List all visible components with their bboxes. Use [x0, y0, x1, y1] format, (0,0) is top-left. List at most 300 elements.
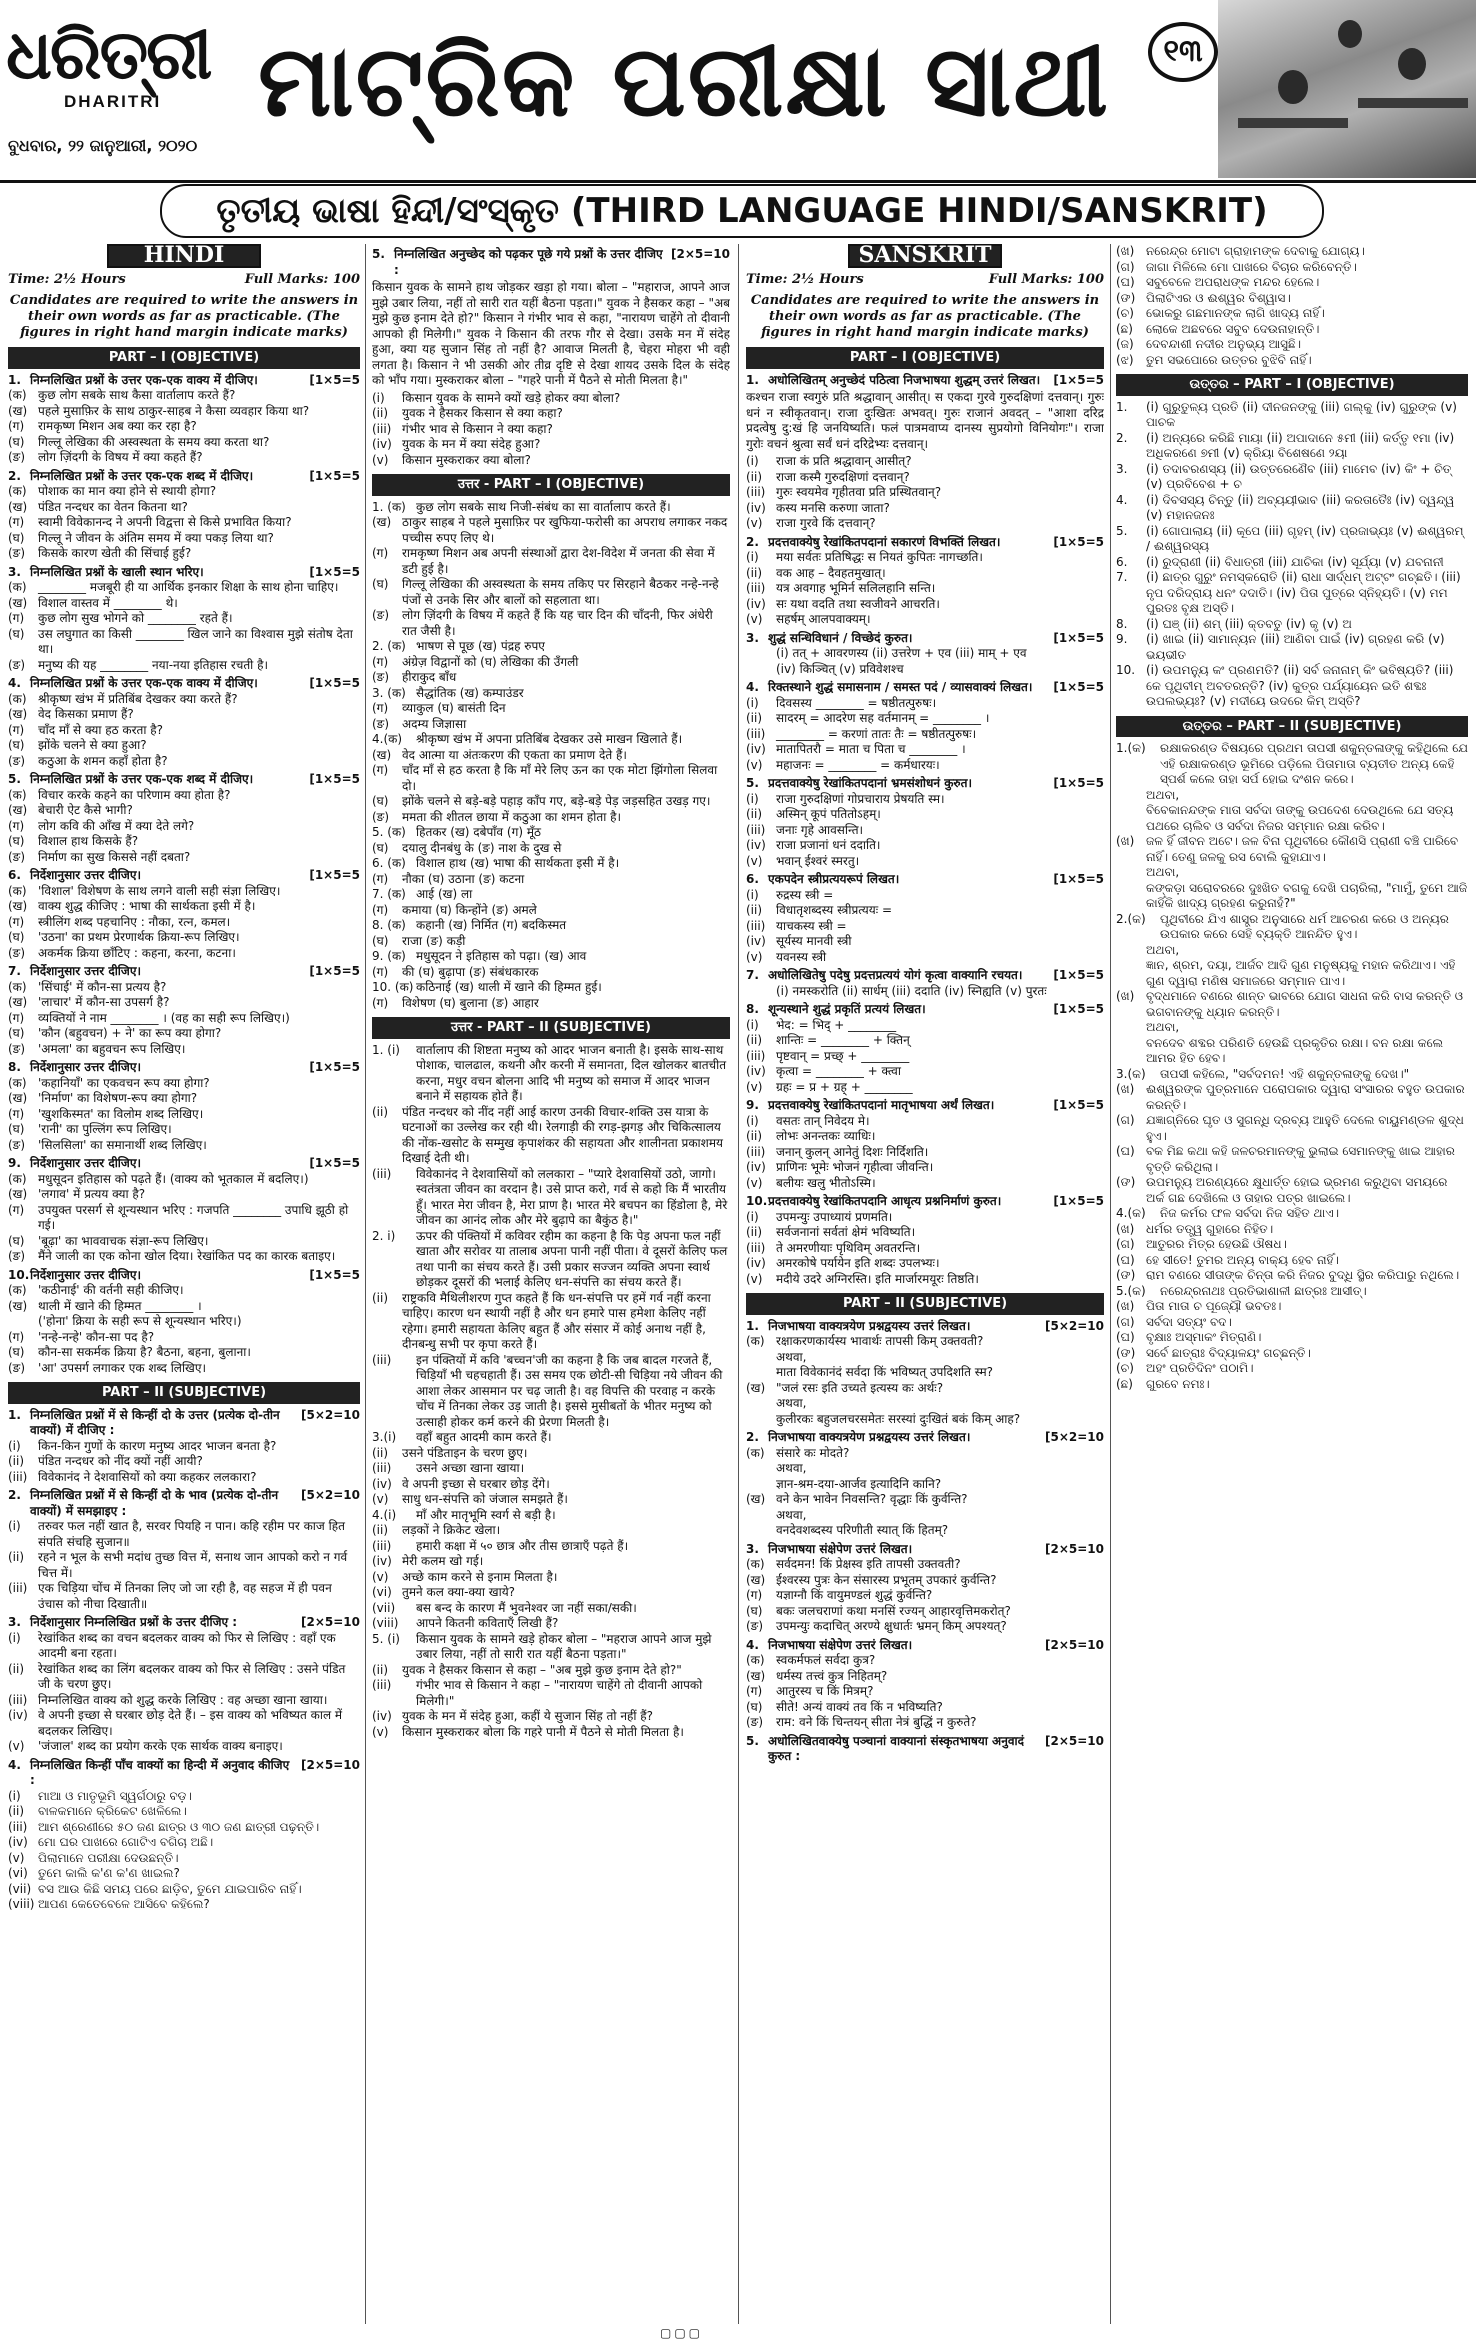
list-item	[372, 872, 730, 888]
question-heading	[8, 1488, 360, 1519]
list-item	[372, 1585, 730, 1601]
item-text: प्राणिनः भूमेः भोजनं गृहीत्वा जीवन्ति।	[776, 1160, 934, 1174]
item-number: 3.	[1116, 461, 1128, 476]
item-number: (घ)	[372, 577, 389, 591]
question-number: 3.	[746, 630, 759, 645]
item-text: ପିଲାମାନେ ପରୀକ୍ଷା ଦେଉଛନ୍ତି।	[38, 1850, 179, 1865]
list-item	[372, 918, 730, 934]
item-number: (vi)	[8, 1866, 28, 1880]
exam-time: Time: 2½ Hours	[746, 271, 864, 287]
item-text: गिल्लू लेखिका की अस्वस्थता के समय क्या करता था?	[38, 434, 270, 449]
list-item	[8, 1172, 360, 1188]
list-item	[8, 1708, 360, 1739]
list-item	[8, 450, 360, 466]
list-item	[1116, 400, 1468, 431]
list-item	[1116, 1361, 1468, 1377]
item-text: रामकृष्ण मिशन अब क्या कर रहा है?	[38, 419, 197, 433]
question-block	[8, 373, 360, 466]
item-text: रामकृष्ण मिशन अब अपनी संस्थाओं द्वारा देश-विदेश में जनता की सेवा में डटी हुई है।	[402, 546, 715, 576]
item-text: सीते! अन्यं वाक्यं तव किं न भविष्यति?	[776, 1699, 943, 1714]
list-item	[746, 1446, 1104, 1462]
item-text: ରକ୍ଷାକରଣ୍ଡ ବିଷୟରେ ପ୍ରଥମ ତାପସୀ ଶକୁନ୍ତଳାଙ୍କୁ କହିଥିଲେ ଯେ ଏହି ରକ୍ଷାକରଣ୍ଡ ଭୂମିରେ ପଡ଼ିଲେ ପିତାମାତା ବ୍ୟତୀତ ଅନ୍ୟ କେହି ସ୍ପର୍ଶ କଲେ ତାହା ସର୍ପ ହୋଇ ଦଂଶନ କରେ।	[1160, 741, 1468, 786]
item-text: बस बन्द के कारण मैं भुवनेश्वर जा नहीं सका/सकी।	[416, 1600, 637, 1615]
list-item	[1116, 353, 1468, 369]
item-text: सहर्षम् आलपवाक्यम्।	[776, 612, 871, 626]
item-text: अमरकोषे पर्यायेन इति शब्दः उपलभ्यः।	[776, 1256, 940, 1270]
item-number: (क)	[8, 388, 27, 402]
item-text: थाली में खाने की हिम्मत ________ ।	[38, 1298, 202, 1313]
question-text: निम्नलिखित प्रश्नों के खाली स्थान भरिए।	[30, 564, 204, 579]
question-heading	[8, 868, 360, 884]
item-number: 3.(କ)	[1116, 1066, 1146, 1081]
question-marks: [1×5=5	[1053, 968, 1104, 982]
item-text: श्रीकृष्ण खंभ में प्रतिबिंब देखकर क्या करते हैं?	[38, 691, 238, 706]
question-marks: [5×2=10	[1045, 1318, 1104, 1333]
list-item	[746, 1049, 1104, 1065]
item-number: (iv)	[746, 1256, 766, 1270]
item-number: (iv)	[746, 838, 766, 852]
item-number: (ii)	[746, 711, 763, 725]
question-number: 2.	[746, 1430, 759, 1444]
item-text: मैंने जाली का एक कोना खोल दिया। रेखांकित पद का कारक बताइए।	[38, 1249, 336, 1263]
item-text: गंभीर भाव से किसान ने कहा – "नारायण चाहेंगे तो दीवानी आपको मिलेगी।"	[416, 1678, 703, 1708]
item-number: (घ)	[8, 530, 25, 545]
item-text: श्रीकृष्ण खंभ में अपना प्रतिबिंब देखकर उसे माखन खिलाते हैं।	[416, 732, 683, 746]
item-text: व्यक्तियों ने नाम ________ । (वह का सही रूप लिखिए।)	[38, 1010, 290, 1025]
hindi-answers-column	[372, 244, 730, 2324]
question-heading	[746, 373, 1104, 389]
list-item	[8, 1283, 360, 1299]
sub-question-list	[372, 391, 730, 469]
list-item	[372, 763, 730, 794]
question-number: 7.	[746, 968, 759, 982]
item-text: किसान युवक के सामने खड़े होकर बोला – "महराज आपने आज मुझे उबार लिया, नहीं तो सारी रात यहीं बैठना पड़ता।"	[416, 1631, 712, 1661]
list-item	[372, 453, 730, 469]
question-text: अधोलिखितम् अनुच्छेदं पठित्वा निजभाषया शुद्धम् उत्तरं लिखत।	[768, 372, 1041, 387]
item-text: इन पंक्तियों में कवि 'बच्चन'जी का कहना है कि जब बादल गरजते हैं, चिड़ियाँ भी चहचहाती हैं। उस समय एक छोटी-सी चिड़िया नये जीवन की आशा लेकर आसमान पर चढ़ जाती है। वह विपत्ति की परवाह न करके चोंच में तिनका लेकर उड़ जाती है। इससे मुसीबतों के भीतर मनुष्य को उत्साही होकर कर्म करने की प्रेरणा मिलती है।	[416, 1352, 723, 1429]
question-heading	[746, 1098, 1104, 1114]
list-item	[372, 965, 730, 981]
exam-meta	[8, 272, 360, 288]
translation-list	[1116, 244, 1468, 368]
item-text: राजा गुरवे किं दत्तवान्?	[776, 516, 876, 530]
item-text: ବସ ଆଉ କିଛି ସମୟ ପରେ ଛାଡ଼ିବ, ତୁମେ ଯାଇପାରିବ ନାହିଁ।	[38, 1881, 302, 1896]
logo-text: ଧରିତ୍ରୀ	[6, 15, 211, 95]
list-item	[8, 803, 360, 819]
item-text: सर्वजनानां सर्वतां क्षेमं भविष्यति।	[776, 1225, 916, 1239]
item-number: (ii)	[372, 1445, 389, 1460]
list-item	[1116, 803, 1468, 834]
item-text: उपमन्युः उपाध्यायं प्रणमति।	[776, 1209, 893, 1224]
item-number: (v)	[372, 1569, 389, 1584]
question-number: 3.	[8, 564, 21, 579]
item-text: (i) ଘଞ୍ (ii) ଶମ୍ (iii) କ୍ତବତୁ (iv) କୃ (v) ଅ	[1146, 616, 1352, 631]
item-number: 4.(କ)	[1116, 1206, 1146, 1220]
list-item	[8, 1866, 360, 1882]
item-number: (ଜ)	[1116, 337, 1134, 351]
list-item	[746, 919, 1104, 935]
list-item	[1116, 1020, 1468, 1036]
item-text: राजा कं प्रति श्रद्धावान् आसीत्?	[776, 454, 912, 468]
item-number: (ii)	[8, 1550, 25, 1564]
item-text: कुछ लोग सबके साथ निजी-संबंध का सा वार्तालाप करते हैं।	[416, 499, 671, 514]
list-item	[8, 404, 360, 420]
question-text: निम्नलिखित प्रश्नों में से किन्हीं दो के उत्तर (प्रत्येक दो-तीन वाक्यों) में दीजिए :	[30, 1407, 280, 1437]
list-item	[746, 1523, 1104, 1539]
list-item	[8, 1138, 360, 1154]
list-item	[372, 1632, 730, 1663]
list-item	[746, 984, 1104, 1000]
column-rule	[365, 244, 366, 2324]
list-item	[1116, 834, 1468, 865]
item-text: यवनस्य स्त्री	[776, 949, 827, 964]
question-block	[746, 1319, 1104, 1428]
item-number: (ख)	[746, 1668, 766, 1683]
question-block	[746, 631, 1104, 678]
item-text: विचार करके कहने का परिणाम क्या होता है?	[38, 787, 231, 802]
question-marks: [1×5=5	[309, 772, 360, 786]
item-text: माँ और मातृभूमि स्वर्ग से बड़ी है।	[416, 1507, 556, 1522]
list-item	[372, 1678, 730, 1709]
item-text: भाषण से पूछ (ख) पंद्रह रुपए	[416, 639, 545, 653]
list-item	[372, 1539, 730, 1555]
item-text: पृष्टवान् = प्रच्छ् + ________	[776, 1048, 910, 1063]
list-item	[8, 1076, 360, 1092]
list-item	[372, 639, 730, 655]
list-item	[372, 686, 730, 702]
question-heading	[8, 565, 360, 581]
item-text: कहानी (ख) निर्मित (ग) बदकिस्मत	[416, 918, 567, 932]
item-number	[746, 1523, 776, 1539]
item-text: ତାପସୀ କହିଲେ, "ସର୍ବଦମନ! ଏହି ଶକୁନ୍ତଳାଙ୍କୁ ଦେଖ।"	[1160, 1066, 1410, 1081]
list-item	[8, 1299, 360, 1315]
list-item	[8, 1693, 360, 1709]
answer-list	[1116, 741, 1468, 1392]
item-number: (iv)	[746, 934, 766, 948]
question-marks: [2×5=10	[301, 1757, 360, 1772]
item-number	[746, 1477, 776, 1493]
page-number-badge: ୧୩	[1148, 22, 1218, 82]
question-heading	[746, 1002, 1104, 1018]
item-number: 4.(i)	[372, 1507, 397, 1522]
question-block	[746, 776, 1104, 869]
list-item	[746, 1588, 1104, 1604]
item-number: (ग)	[8, 1329, 25, 1344]
item-number: 2. i)	[372, 1228, 396, 1243]
list-item	[746, 792, 1104, 808]
item-number: 8. (क)	[372, 918, 406, 932]
part-heading: PART – II (SUBJECTIVE)	[746, 1293, 1104, 1315]
item-text: ବୃଦ୍ଧମାନେ ବଣରେ ଶାନ୍ତ ଭାବରେ ଯୋଗ ସାଧନା କରି ବାସ କରନ୍ତି ଓ ଭଗବାନଙ୍କୁ ଧ୍ୟାନ କରନ୍ତି।	[1146, 989, 1463, 1019]
list-item	[372, 887, 730, 903]
part-heading: PART – II (SUBJECTIVE)	[8, 1382, 360, 1404]
list-item	[746, 1018, 1104, 1034]
item-text: वनदेवशब्दस्य परिणीती स्यात् किं हितम्?	[776, 1523, 949, 1537]
exam-hall-photo	[1218, 0, 1476, 178]
item-number: 7.	[1116, 570, 1128, 584]
question-number: 9.	[746, 1098, 759, 1112]
item-text: ସର୍ବେ ଛାତ୍ରାଃ ବିଦ୍ୟାଳୟଂ ଗଚ୍ଛନ୍ତି।	[1146, 1345, 1311, 1360]
item-number: (ख)	[8, 1298, 28, 1313]
list-item	[8, 754, 360, 770]
item-text: रक्षाकरणकार्यस्य भावार्थः तापसी किम् उक्तवती?	[776, 1334, 984, 1348]
hindi-column	[8, 244, 360, 2324]
item-text: 'लगाव' में प्रत्यय क्या है?	[38, 1187, 146, 1201]
item-number: (v)	[746, 853, 763, 868]
item-text: रेखांकित शब्द का लिंग बदलकर वाक्य को फिर से लिखिए : उसने पंडित जी के चरण छुए।	[38, 1661, 346, 1691]
item-number: (i)	[746, 454, 759, 468]
item-number: (ଗ)	[1116, 1113, 1135, 1127]
item-number: (ग)	[372, 654, 389, 669]
item-text: कृत्वा = ________ + क्त्वा	[776, 1064, 901, 1078]
item-number: (i)	[746, 1209, 759, 1224]
item-text: कुलीरकः बहुजलचरसमेतः सरस्यां दुःखितं बकं किम् आह?	[776, 1411, 1021, 1426]
list-item	[372, 996, 730, 1012]
item-number	[746, 1508, 776, 1524]
item-number: (iv)	[372, 1709, 392, 1723]
question-text: शून्यस्थाने शुद्धं प्रकृतिं प्रत्ययं लिखत।	[768, 1002, 926, 1016]
item-text: राजा कस्मै गुरुदक्षिणां दत्तवान्?	[776, 469, 910, 484]
list-item	[746, 950, 1104, 966]
list-item	[8, 419, 360, 435]
item-number: (iii)	[372, 1538, 392, 1553]
answer-heading: उत्तर - PART – I (OBJECTIVE)	[372, 474, 730, 496]
question-marks: [1×5=5	[309, 468, 360, 483]
student-figure	[1338, 20, 1362, 48]
item-text: स्वामी विवेकानन्द ने अपनी विद्वत्ता से किसे प्रभावित किया?	[38, 515, 292, 529]
question-marks: [1×5=5	[1053, 630, 1104, 645]
item-number: (iv)	[746, 742, 766, 756]
item-text: धर्मस्य तत्त्वं कुत्र निहितम्?	[776, 1668, 888, 1683]
desk-shape	[1238, 118, 1348, 128]
item-text: ପିଲାଟିଏର ଓ ଈଶ୍ୱର ବିଶ୍ୱାସ।	[1146, 290, 1291, 305]
sanskrit-tab: SANSKRIT	[848, 244, 1002, 268]
item-number: (ii)	[372, 1290, 389, 1305]
list-item	[8, 738, 360, 754]
question-number: 2.	[746, 534, 759, 549]
item-number: (ङ)	[8, 546, 26, 560]
item-text: ପୃଥିବୀରେ ଯିଏ ଶାସ୍ତ୍ର ଅନୁସାରେ ଧର୍ମ ଆଚରଣ କରେ ଓ ଅନ୍ୟର ଉପକାର କରେ ସେହି ବ୍ୟକ୍ତି ଆନନ୍ଦିତ ହୁଏ।	[1160, 911, 1449, 941]
list-item	[372, 701, 730, 717]
instructions: Candidates are required to write the answers in their own words as far as practicable. (The figures in right hand margin indicate marks)	[9, 293, 359, 340]
list-item	[1116, 555, 1468, 571]
student-figure	[1278, 70, 1308, 104]
item-text: ईश्वरस्य पुत्रः केन संसारस्य प्रभूतम् उपकारं कुर्वन्ति?	[776, 1572, 997, 1587]
question-text: शुद्धं सन्धिविधानं / विच्छेदं कुरुत।	[768, 630, 913, 645]
question-heading	[746, 1194, 1104, 1210]
item-number: (ख)	[8, 995, 28, 1009]
item-text: मया सर्वतः प्रतिषिद्धः स नियतं कुपितः नागच्छति।	[776, 550, 983, 564]
question-marks: [1×5=5	[309, 1060, 360, 1074]
list-item	[746, 1256, 1104, 1272]
question-text: प्रदत्तवाक्येषु रेखांकितपदानि आधृत्य प्रश्ननिर्माणं कुरुत।	[768, 1194, 1002, 1208]
item-text: अथवा,	[776, 1349, 807, 1364]
item-number: (iii)	[746, 918, 766, 933]
question-number: 5.	[8, 772, 21, 786]
student-figure	[1398, 48, 1426, 80]
item-text: (i) नमस्करोति (ii) सार्धम् (iii) ददाति (iv) स्निह्यति (v) पुरतः	[776, 983, 1047, 998]
item-text: पहले मुसाफ़िर के साथ ठाकुर-साहब ने कैसा व्यवहार किया था?	[38, 403, 310, 418]
question-block	[746, 1002, 1104, 1095]
list-item	[8, 788, 360, 804]
part-heading: PART – I (OBJECTIVE)	[8, 347, 360, 369]
item-text: मातापितरौ = माता च पिता च ________ ।	[776, 742, 966, 756]
item-number: (क)	[746, 1557, 765, 1571]
list-item	[746, 1396, 1104, 1412]
item-text: 'लाचार' में कौन-सा उपसर्ग है?	[38, 995, 170, 1009]
list-item	[1116, 1346, 1468, 1362]
list-item	[372, 856, 730, 872]
list-item	[746, 1033, 1104, 1049]
list-item	[8, 580, 360, 596]
item-text: लोग कवि की आँख में क्या देते लगे?	[38, 818, 195, 833]
item-text: कुछ लोग सुख भोगने को ________ रहते हैं।	[38, 611, 233, 625]
item-number: (ङ)	[8, 849, 26, 864]
item-number: 1.	[1116, 399, 1128, 414]
item-number: (क)	[746, 1334, 765, 1348]
question-heading	[746, 776, 1104, 792]
question-heading	[746, 1319, 1104, 1335]
item-number: (ଝ)	[1116, 352, 1134, 367]
list-item	[1116, 322, 1468, 338]
item-text: गिल्लू लेखिका की अस्वस्थता के समय तकिए पर सिरहाने बैठकर नन्हे-नन्हे पंजों से उनके सिर और बालों को सहलाता था।	[402, 577, 719, 607]
list-item	[746, 662, 1104, 678]
list-item	[1116, 570, 1468, 617]
question-block	[746, 872, 1104, 965]
item-number	[746, 1365, 776, 1381]
item-number: (क)	[8, 1283, 27, 1297]
list-item	[8, 1091, 360, 1107]
item-number: (ख)	[8, 1187, 28, 1201]
list-item	[8, 611, 360, 627]
item-text: उसने अच्छा खाना खाया।	[416, 1461, 525, 1475]
item-text: पोशाक का मान क्या होने से स्थायी होगा?	[38, 484, 217, 498]
item-text: कठुआ के शमन कहाँ होता है?	[38, 753, 168, 768]
item-text: आतुरस्य च किं मित्रम्?	[776, 1684, 874, 1698]
list-item	[372, 1167, 730, 1229]
item-text: (i) ଦିବସସ୍ୟ ଚିନ୍ତୁ (ii) ଅବ୍ୟୟୀଭାବ (iii) କରତାତୈଃ (iv) ଦ୍ୱନ୍ଦ୍ୱ (v) ମହାନଜନଃ	[1146, 492, 1455, 522]
item-number: (v)	[372, 1724, 389, 1739]
item-number: (ii)	[746, 1129, 763, 1143]
reading-passage: किसान युवक के सामने हाथ जोड़कर खड़ा हो गया। बोला – "महाराज, आपने आज मुझे उबार लिया, नहीं तो सारी रात यहीं बैठना पड़ता।" युवक ने हैसकर कहा – "अब मुझे कुछ इनाम देते हो?" किसान ने गंभीर भाव से कहा, "नारायण चाहेंगे तो दीवानी आपको ही मिलेगी।" युवक ने किसान की तरफ गौर से देखा। उसके मन में संदेह हुआ, क्या यह सुजान सिंह तो नहीं है? आवाज मिलती है, चेहरा मोहरा भी वही लगता है। किसान ने भी उसकी ओर तीव्र दृष्टि से देखा शायद उसके दिल के संदेह को भाँप गया। मुस्कराकर बोला – "गहरे पानी में पैठने से मोती मिलता है।"	[372, 280, 730, 387]
item-text: कठिनाई (ख) थाली में खाने की हिम्मत हुई।	[416, 980, 602, 994]
question-text: निर्देशानुसार उत्तर दीजिए।	[30, 1156, 142, 1170]
item-number: (v)	[8, 1739, 25, 1753]
item-text: वाक्य शुद्ध कीजिए : भाषा की सार्थकता इसी में है।	[38, 899, 256, 913]
question-text: निजभाषया संक्षेपेण उत्तरं लिखत।	[768, 1637, 913, 1652]
item-text: युवक ने हैसकर किसान से क्या कहा?	[402, 406, 563, 420]
question-number: 6.	[8, 868, 21, 882]
item-text: गिल्लू ने जीवन के अंतिम समय में क्या पकड़ लिया था?	[38, 530, 274, 545]
item-text: अस्मिन् कूपं पतितोऽहम्।	[776, 807, 881, 821]
item-number: (ଛ)	[1116, 1376, 1133, 1391]
item-text: ବିବେକାନନ୍ଦଙ୍କ ମାତା ସର୍ବଦା ତାଙ୍କୁ ଉପଦେଶ ଦେଉଥିଲେ ଯେ ସତ୍ୟ ପଥରେ ଚାଲିବ ଓ ସର୍ବଦା ନିଜର ସମ୍ମାନ ରକ୍ଷା କରିବ।	[1146, 803, 1454, 833]
item-number: (ङ)	[8, 1360, 26, 1375]
item-text: ________ मजबूरी ही या आर्थिक इनकार शिक्षा के साथ होना चाहिए।	[38, 580, 339, 594]
list-item	[372, 1105, 730, 1167]
item-text: ନରେନ୍ଦ୍ରନାଥଃ ପ୍ରତିଭାଶାଳୀ ଛାତ୍ରଃ ଆସୀତ୍।	[1160, 1283, 1367, 1298]
item-number	[1116, 788, 1146, 804]
list-item	[8, 1882, 360, 1898]
item-number: (i)	[746, 695, 759, 710]
exam-time: Time: 2½ Hours	[8, 271, 126, 287]
question-number: 2.	[8, 1488, 21, 1502]
item-text: (i) ଛାତ୍ର ଗୁରୁଂ ନମସ୍କରୋତି (ii) ରାଧା ସାର୍ଦ୍ଧମ୍ ଅଟ୍ଟଂ ଗଚ୍ଛତି। (iii) ନୃପ ଦରିଦ୍ରାୟ ଧନଂ ଦଦାତି। (iv) ପିତା ପୁତ୍ରେ ସ୍ନିହ୍ୟତି। (v) ମମ ପୁରତଃ ବୃକ୍ଷ ଅସ୍ତି।	[1146, 570, 1461, 615]
item-number: (v)	[746, 612, 763, 626]
item-text: वेद आत्मा या अंतःकरण की एकता का प्रमाण देते हैं।	[402, 747, 627, 762]
list-item	[1116, 989, 1468, 1020]
item-number: (ଙ)	[1116, 290, 1136, 305]
question-text: निम्नलिखित प्रश्नों के उत्तर एक-एक शब्द में दीजिए।	[30, 468, 254, 483]
item-number: (viii)	[372, 1616, 399, 1630]
question-heading	[746, 872, 1104, 888]
item-text: चाँद माँ से हठ करता है कि माँ मेरे लिए ऊन का एक मोटा झिंगोला सिलवा दो।	[402, 763, 718, 793]
item-text: चाँद माँ से क्या हठ करता है?	[38, 722, 164, 737]
item-number: (ङ)	[746, 1619, 764, 1633]
item-number: (iv)	[746, 1160, 766, 1174]
list-item	[372, 391, 730, 407]
list-item	[1116, 462, 1468, 493]
item-text: लोग ज़िंदगी के विषय में क्या कहते हैं?	[38, 450, 203, 464]
item-number: (ग)	[8, 419, 25, 433]
item-text: विशाल वास्तव में ________ थे।	[38, 595, 178, 610]
question-heading	[8, 1615, 360, 1631]
item-text: माता विवेकानंदं सर्वदा किं भविष्यत् उपदिशति स्म?	[776, 1365, 993, 1379]
question-marks: [1×5=5	[1053, 534, 1104, 549]
item-number: (vii)	[372, 1600, 396, 1615]
item-number: (क)	[8, 979, 27, 994]
item-number: (ଖ)	[1116, 834, 1135, 848]
item-text: मधुसूदन इतिहास को पढ़ते हैं। (वाक्य को भूतकाल में बदलिए।)	[38, 1171, 309, 1186]
item-number	[8, 1314, 38, 1330]
item-number: (ङ)	[8, 1137, 26, 1152]
list-item	[372, 1043, 730, 1105]
question-heading	[8, 1156, 360, 1172]
item-number: (ख)	[8, 899, 28, 913]
list-item	[372, 1430, 730, 1446]
item-number: (ii)	[746, 469, 763, 484]
item-text: किसके कारण खेती की सिंचाई हुई?	[38, 546, 192, 560]
item-text: ________ = करणां तातः तैः = षष्ठीतत्पुरुषः।	[776, 726, 977, 741]
item-text: वे अपनी इच्छा से घरबार छोड़ देते हैं। – इस वाक्य को भविष्यत काल में बदलकर लिखिए।	[38, 1708, 343, 1738]
list-item	[8, 1581, 360, 1612]
item-number: (ख)	[746, 1492, 766, 1506]
item-text: "जलं रसः इति उच्यते इत्यस्य कः अर्थः?	[776, 1380, 944, 1395]
item-number	[746, 646, 776, 662]
list-item	[746, 1176, 1104, 1192]
item-number: (iv)	[746, 1064, 766, 1078]
answer-heading: ଉତ୍ତର – PART – I (OBJECTIVE)	[1116, 374, 1468, 396]
item-number: 3. (क)	[372, 685, 406, 700]
list-item	[372, 949, 730, 965]
item-number: (घ)	[8, 1026, 25, 1040]
item-text: महाजनः = ________ = कर्मधारयः।	[776, 757, 940, 772]
item-text: ଧର୍ମର ତତ୍ତ୍ୱ ଗୁହାରେ ନିହିତ।	[1146, 1221, 1274, 1236]
item-number: (क)	[8, 691, 27, 706]
question-heading	[8, 676, 360, 692]
question-heading	[8, 1060, 360, 1076]
item-text: कौन-सा सकर्मक क्रिया है? बैठना, बहना, बुलाना।	[38, 1345, 251, 1359]
list-item	[1116, 1222, 1468, 1238]
item-text: अथवा,	[776, 1507, 807, 1522]
list-item	[8, 1739, 360, 1755]
list-item	[372, 670, 730, 686]
question-heading	[8, 1408, 360, 1439]
item-number: (iii)	[746, 822, 766, 837]
list-item	[746, 1145, 1104, 1161]
item-number: 4.(क)	[372, 732, 403, 746]
item-text: हीराकुद बाँध	[402, 670, 457, 684]
